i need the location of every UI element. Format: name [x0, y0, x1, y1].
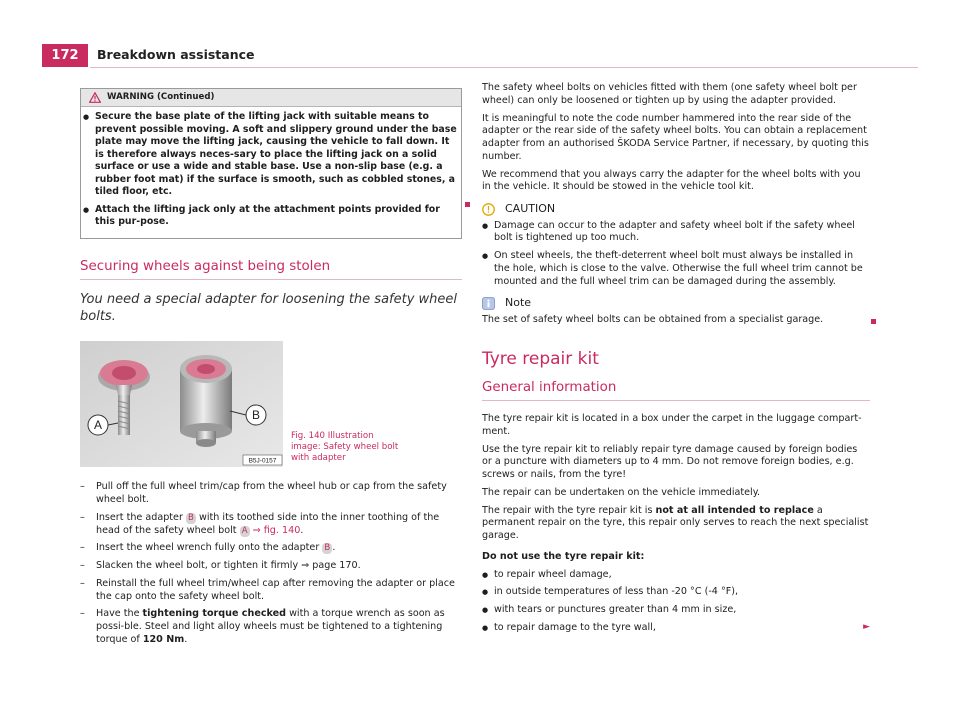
- safety-bolt-illustration: [80, 341, 283, 467]
- paragraph: The tyre repair kit is located in a box under the carpet in the luggage compart-ment.: [482, 413, 862, 437]
- caution-title: CAUTION: [505, 202, 556, 215]
- page-number: 172: [42, 44, 88, 67]
- caution-icon: [482, 203, 495, 216]
- caution-item: ● Damage can occur to the adapter and safety wheel bolt if the safety wheel bolt is tightened up too much.: [482, 220, 870, 246]
- tyre-repair-kit-title: Tyre repair kit: [482, 348, 599, 369]
- warning-item: ● Secure the base plate of the lifting jack with suitable means to prevent possible moving. A soft and slippery ground under the base plate may move the lifting jack, causing the vehicle to fall down. It is therefore always neces-sary to place the lifting jack on a solid surface or use a wide and stable base. Use a non-slip base (e.g. a rubber foot mat) if the surface is smooth, such as cobbled stones, a tiled floor, etc.: [83, 111, 461, 199]
- step-item: – Insert the wheel wrench fully onto the adapter B .: [80, 542, 462, 555]
- paragraph: The repair can be undertaken on the vehicle immediately.: [482, 486, 761, 498]
- info-icon: [482, 297, 495, 310]
- securing-heading: Securing wheels against being stolen: [80, 258, 462, 280]
- warning-title: WARNING (Continued): [107, 92, 215, 102]
- no-use-item: ● to repair damage to the tyre wall, ►: [482, 622, 870, 635]
- callout-b: B: [322, 543, 332, 554]
- step-item: – Pull off the full wheel trim/cap from the wheel hub or cap from the safety wheel bolt.: [80, 481, 462, 507]
- right-column: [482, 82, 870, 640]
- no-use-title: Do not use the tyre repair kit:: [482, 550, 645, 562]
- paragraph: The repair with the tyre repair kit is not at all intended to replace a permanent repair on the tyre, this repair only serves to reach the next specialist garage.: [482, 504, 869, 542]
- warning-box: [80, 88, 462, 239]
- steps-list: [80, 481, 462, 646]
- step-item: – Have the tightening torque checked with a torque wrench as soon as possi-ble. Steel and light alloy wheels must be tightened to a tightening torque of 120 Nm.: [80, 608, 462, 646]
- paragraph: We recommend that you always carry the adapter for the wheel bolts with you in the vehicle. It should be stowed in the vehicle tool kit.: [482, 168, 861, 193]
- paragraph: The safety wheel bolts on vehicles fitted with them (one safety wheel bolt per wheel) can only be loosened or tighten up by using the adapter provided.: [482, 82, 857, 106]
- figure-caption: Fig. 140 Illustration image: Safety wheel bolt with adapter: [291, 431, 399, 463]
- no-use-item: ● with tears or punctures greater than 4 mm in size,: [482, 604, 870, 617]
- header-rule: [90, 67, 918, 68]
- callout-a: A: [240, 526, 250, 537]
- no-use-item: ● in outside temperatures of less than -20 °C (-4 °F),: [482, 586, 870, 599]
- callout-b: B: [186, 513, 196, 524]
- section-end-mark: [465, 202, 470, 207]
- no-use-item: ● to repair wheel damage,: [482, 569, 870, 582]
- note-title: Note: [505, 296, 532, 310]
- fig-reference-link[interactable]: ⇒ fig. 140: [249, 524, 301, 536]
- paragraph: Use the tyre repair kit to reliably repair tyre damage caused by foreign bodies or a puncture with diameters up to 4 mm. Do not remove foreign bodies, e.g. screws or nails, from the tyre!: [482, 443, 858, 481]
- continue-arrow-icon: ►: [863, 621, 870, 632]
- warning-triangle-icon: [89, 92, 101, 103]
- caution-header: [482, 202, 870, 217]
- left-column: [80, 88, 462, 652]
- figure-code: B5J-0157: [248, 457, 277, 465]
- step-item: – Slacken the wheel bolt, or tighten it firmly ⇒ page 170.: [80, 560, 462, 573]
- step-item: – Reinstall the full wheel trim/wheel cap after removing the adapter or place the cap onto the safety wheel bolt.: [80, 578, 462, 604]
- note-text: The set of safety wheel bolts can be obtained from a specialist garage.: [482, 314, 824, 325]
- section-end-mark: [871, 319, 876, 324]
- figure-image: [80, 341, 283, 467]
- figure-label-a: A: [93, 418, 103, 433]
- warning-header: [81, 89, 461, 107]
- note-header: [482, 296, 870, 311]
- step-item: – Insert the adapter B with its toothed side into the inner toothing of the head of the safety wheel bolt A ⇒ fig. 140.: [80, 512, 462, 538]
- warning-item: ● Attach the lifting jack only at the attachment points provided for this pur-pose.: [83, 204, 461, 229]
- section-title: Breakdown assistance: [97, 47, 255, 62]
- securing-lead: You need a special adapter for loosening the safety wheel bolts.: [80, 291, 458, 325]
- paragraph: It is meaningful to note the code number hammered into the rear side of the adapter or the rear side of the safety wheel bolts. You can obtain a replacement adapter from an authorised ŠKODA Service Partner, if necessary, by quoting this number.: [482, 112, 869, 162]
- figure-label-b: B: [251, 408, 261, 423]
- caution-item: ● On steel wheels, the theft-deterrent wheel bolt must always be installed in the hole, which is close to the valve. Otherwise the full wheel trim cannot be mounted and the full wheel trim can be damaged during the assembly.: [482, 250, 870, 288]
- warning-body: [81, 107, 461, 238]
- figure-140: [80, 341, 462, 467]
- general-information-heading: General information: [482, 379, 870, 401]
